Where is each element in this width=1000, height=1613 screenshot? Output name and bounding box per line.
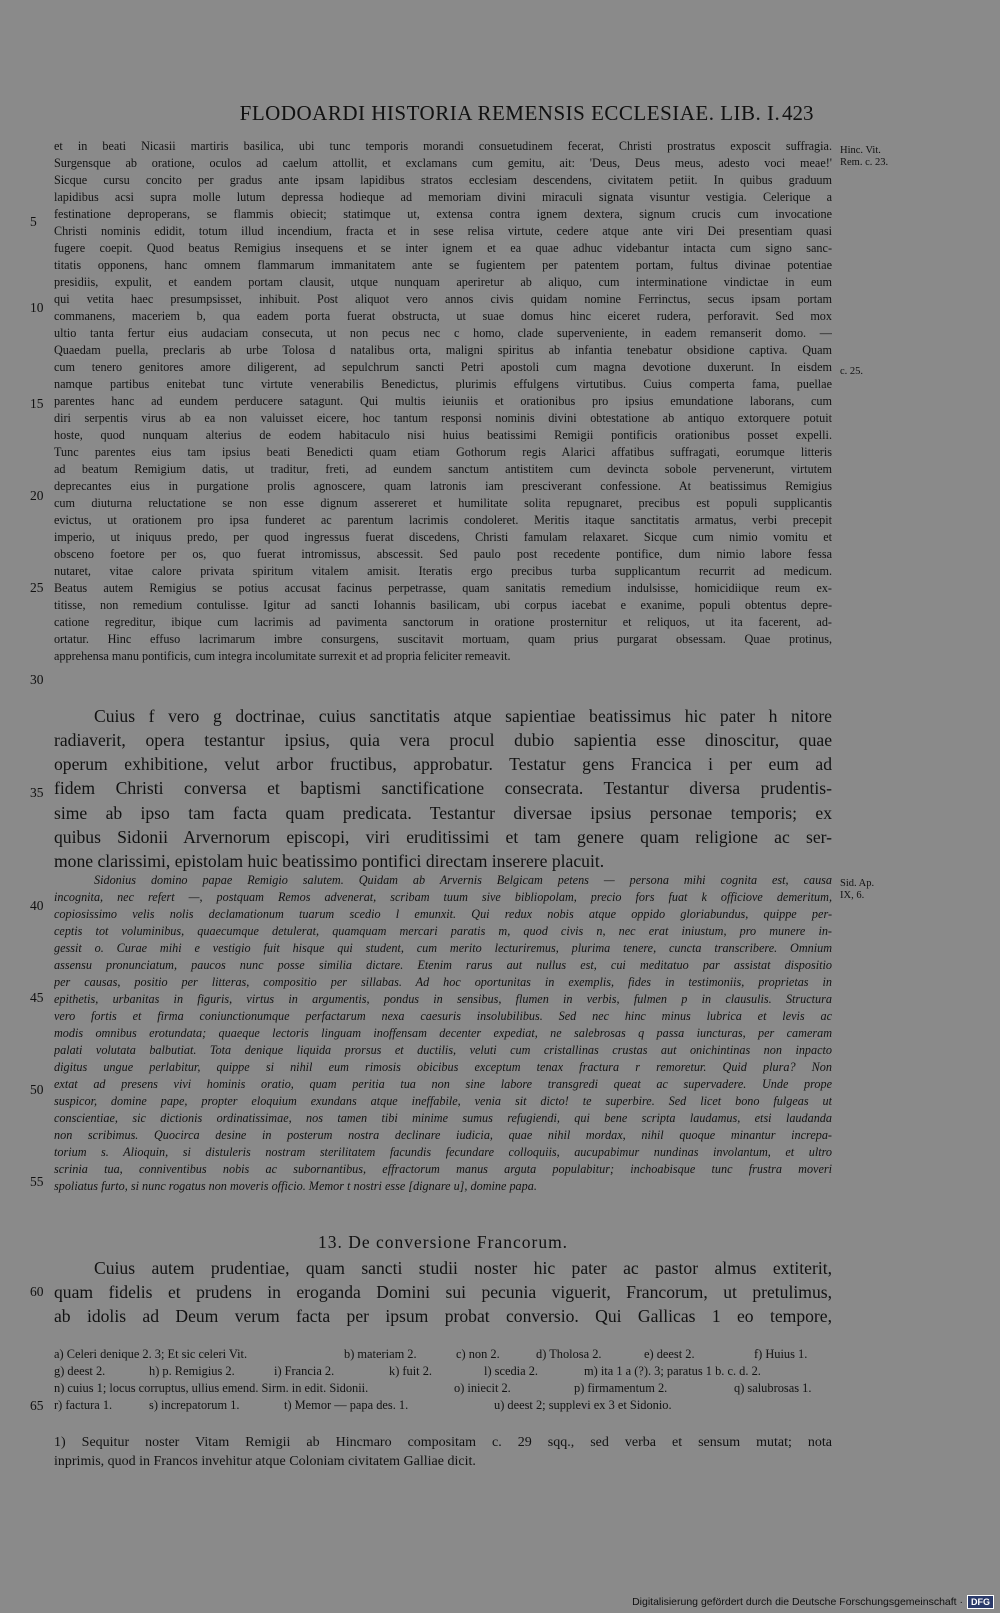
text-line: Cuius autem prudentiae, quam sancti studii noster hic pater ac pastor almus extiterit, bbox=[94, 1258, 832, 1278]
text-line: operum exhibitione, velut arbor fructibus, approbatur. Testatur gens Francica i per eum ad bbox=[54, 754, 832, 775]
text-line: per causas, positio per litteras, compositio per sillabas. Ad hoc oportunitas in exemplis, fides in testimoniis, proprietas in bbox=[54, 975, 832, 989]
text-line: parentes hanc ad eundem perducere satagunt. Qui multis ieiuniis et orationibus pro ipsius emundatione laborans, cum bbox=[54, 394, 832, 408]
text-line: deprecantes eius in purgatione prolis agnoscere, quam latronis iam presciverant confessione. At beatissimus Remigius bbox=[54, 479, 832, 493]
apparatus-note: r) factura 1. bbox=[54, 1398, 113, 1412]
apparatus-note: c) non 2. bbox=[456, 1347, 500, 1361]
line-number: 30 bbox=[30, 672, 44, 687]
line-number: 20 bbox=[30, 488, 44, 503]
apparatus-note: h) p. Remigius 2. bbox=[149, 1364, 235, 1378]
apparatus-note: d) Tholosa 2. bbox=[536, 1347, 602, 1361]
text-line: diri serpentis virus ab ea non valuisset eicere, hoc tantum responsi nominis divini obtestatione ab antiquo extorquere potuit bbox=[54, 411, 832, 425]
margin-note: IX, 6. bbox=[840, 890, 865, 901]
margin-note: Sid. Ap. bbox=[840, 878, 875, 889]
text-line: mone clarissimi, epistolam huic beatissimo pontifici directam inserere placuit. bbox=[54, 850, 605, 871]
text-line: titatis opponens, hanc omnem flammarum immanitatem ante se fugientem per patentem portam, fultus divinae potentiae bbox=[54, 258, 832, 272]
text-line: cum diuturna reluctatione se non esse dignum assereret et humilitate solita repugnaret, precibus est populi supplicantis bbox=[54, 496, 832, 510]
line-number: 35 bbox=[30, 785, 44, 800]
apparatus-note: n) cuius 1; locus corruptus, ullius emend. Sirm. in edit. Sidonii. bbox=[54, 1381, 369, 1395]
text-line: ad beatum Remigium datis, ut traditur, freti, ad eundem sanctum antistitem cum devincta sobole pervenerunt, virtutem bbox=[54, 462, 832, 476]
text-line: obsceno foetore per os, quo fuerat intromissus, abscessit. Sed paulo post recedente pontifice, dum nimio labore fessa bbox=[54, 547, 832, 561]
text-line: hoste, quod nunquam alterius de eodem habitaculo nisi huius beatissimi Remigii pontificis orationibus posset expelli. bbox=[54, 428, 832, 442]
text-line: modis omnibus erotundata; quaeque lectoris linguam inoffensam decenter expediat, ne salebrosas q passa iuncturas, per cameram bbox=[54, 1026, 832, 1040]
apparatus-note: m) ita 1 a (?). 3; paratus 1 b. c. d. 2. bbox=[584, 1364, 761, 1378]
text-block-main bbox=[54, 138, 832, 665]
line-number: 10 bbox=[30, 300, 44, 315]
text-line: et in beati Nicasii martiris basilica, ubi tunc temporis morandi consuetudinem fecerat, Christi prostratus exposcit suffragia. bbox=[54, 139, 832, 153]
text-line: Surgensque ab oratione, oculos ad caelum attollit, et exclamans cum gemitu, ait: 'Deus, Deus meus, adesto voci meae!' bbox=[54, 156, 832, 170]
text-block-large bbox=[54, 728, 832, 873]
text-line: sime ab ipso tam facta quam predicata. Testantur diversae ipsius personae temporis; ex bbox=[54, 802, 832, 823]
text-line: Cuius f vero g doctrinae, cuius sanctitatis atque sapientiae beatissimus hic pater h nitore bbox=[94, 706, 832, 726]
footnote bbox=[54, 1433, 832, 1471]
text-line: Sicque cursu concito per gradus ante ipsam lapidibus stratos ecclesiam descendens, civitatem petiit. In quibus graduum bbox=[54, 173, 832, 187]
dfg-logo-icon: DFG bbox=[967, 1595, 994, 1609]
line-number: 60 bbox=[30, 1284, 44, 1299]
text-line: ab idolis ad Deum verum facta per ipsum probat conversio. Qui Gallicas 1 eo tempore, bbox=[54, 1306, 832, 1327]
apparatus-note: b) materiam 2. bbox=[344, 1347, 417, 1361]
apparatus-note: g) deest 2. bbox=[54, 1364, 106, 1378]
text-line: Tunc parentes eius tam ipsius beati Benedicti quam etiam Gothorum regis Alarici affatibus suffragati, eorumque litteris bbox=[54, 445, 832, 459]
text-line: spoliatus furto, si nunc rogatus non moveris officio. Memor t nostri esse [dignare u], domine papa. bbox=[54, 1179, 537, 1193]
line-number: 65 bbox=[30, 1398, 44, 1413]
text-line: titisse, non remedium contulisse. Igitur ad sancti Iohannis basilicam, ubi corpus iacebat e exanime, populi obtentus depre- bbox=[54, 598, 832, 612]
text-line: catione regreditur, ibique cum lacrimis ad pavimenta sanctorum in oratione prosternitur et reliquos, ut ita facerent, ad- bbox=[54, 615, 832, 629]
chapter-title: 13. De conversione Francorum. bbox=[317, 1232, 569, 1252]
footnote-line: 1) Sequitur noster Vitam Remigii ab Hincmaro compositam c. 29 sqq., sed verba et sensum mutat; nota bbox=[54, 1435, 832, 1450]
text-line: radiaverit, opera testantur ipsius, quia vera procul dubio sapientia esse dinoscitur, quae bbox=[54, 730, 832, 750]
running-header: FLODOARDI HISTORIA REMENSIS ECCLESIAE. LIB. I. bbox=[239, 101, 781, 125]
text-line: qui vetita haec presumpsisset, inhibuit. Post aliquot vero annos civis quidam nomine Ferrinctus, secus ipsam portam bbox=[54, 292, 832, 306]
line-number: 50 bbox=[30, 1082, 44, 1097]
apparatus-note: o) iniecit 2. bbox=[454, 1381, 511, 1395]
footnote-line: inprimis, quod in Francos invehitur atque Coloniam civitatem Galliae dicit. bbox=[54, 1454, 476, 1469]
text-block-letter bbox=[54, 872, 832, 1195]
apparatus-note: a) Celeri denique 2. 3; Et sic celeri Vit. bbox=[54, 1347, 248, 1361]
text-line: presidiis, expulit, et eandem portam clausit, utque nunquam aperiretur ab aliquo, cum interminatione vindictae in eum bbox=[54, 275, 832, 289]
margin-note: Rem. c. 23. bbox=[840, 157, 889, 168]
text-line: namque partibus enitebat tunc virtute venerabilis Benedictus, plurimis effulgens virtutibus. Cuius comperta fama, puellae bbox=[54, 377, 832, 391]
line-number: 55 bbox=[30, 1174, 44, 1189]
text-line: scrinia tua, conniventibus nobis ac subornantibus, effractorum manus arguta populabitur; inchoabisque tunc frustra moveri bbox=[54, 1162, 832, 1176]
text-line: evictus, ut orationem pro ipsa funderet ac parentum lacrimis condoleret. Meritis itaque sanctitatis armatus, verbi precepit bbox=[54, 513, 832, 527]
text-block-large bbox=[94, 704, 832, 728]
text-line: nutaret, vitae calore privata spiritum vitalem amisit. Iteratis ergo precibus turba supplicantum recurrit ad medicum. bbox=[54, 564, 832, 578]
text-line: gessit o. Curae mihi e vestigio fuit hisque qui student, cum merito lecturiremus, plurima tenere, cuncta transcribere. Omnium bbox=[54, 941, 832, 955]
critical-apparatus bbox=[54, 1346, 832, 1414]
apparatus-note: k) fuit 2. bbox=[389, 1364, 433, 1378]
text-line: Sidonius domino papae Remigio salutem. Quidam ab Arvernis Belgicam petens — persona mihi cognita est, causa bbox=[94, 873, 832, 887]
apparatus-note: u) deest 2; supplevi ex 3 et Sidonio. bbox=[494, 1398, 672, 1412]
text-line: assensu pronunciatum, paucos nunc posse similia dictare. Etenim rarus aut nullus est, cui meditatuo par assistat dispositio bbox=[54, 958, 832, 972]
text-line: epithetis, urbanitas in figuris, virtus in argumentis, pondus in sensibus, flumen in verbis, fulmen p in clausulis. Structura bbox=[54, 992, 832, 1006]
apparatus-line bbox=[54, 1380, 832, 1397]
apparatus-note: q) salubrosas 1. bbox=[734, 1381, 812, 1395]
text-line: extat ad presens vivi hominis oratio, quam peritia tua non sine labore transgredi queat ac supervadere. Unde prope bbox=[54, 1077, 832, 1091]
text-line: fidem Christi conversa et baptismi sanctificatione consecrata. Testantur diversa prudentis- bbox=[54, 778, 832, 799]
line-number: 45 bbox=[30, 990, 44, 1005]
text-line: fugere coepit. Quod beatus Remigius insequens et se inter ignem et ea quae adhuc videbantur intacta cum signo sanc- bbox=[54, 241, 832, 255]
text-line: palati volutata balbutiat. Tota denique liquida prorsus et ductilis, veluti cum cristallinas crustas aut onichintinas non inpacto bbox=[54, 1043, 832, 1057]
apparatus-note: f) Huius 1. bbox=[754, 1347, 808, 1361]
text-line: suspicor, domine pape, propter eloquium exundans atque ineffabile, venia sit dicto! te superbire. Sed licet bono fulgeas ut bbox=[54, 1094, 832, 1108]
digitization-credit bbox=[632, 1595, 994, 1609]
text-line: apprehensa manu pontificis, cum integra incolumitate surrexit et ad propria feliciter remeavit. bbox=[54, 649, 511, 663]
apparatus-note: l) scedia 2. bbox=[484, 1364, 539, 1378]
text-line: ceptis tot voluminibus, quaecumque detulerat, quamquam mercari paratis m, quod civis n, nec erat iniustum, pro munere in- bbox=[54, 924, 832, 938]
text-line: ultio tanta fertur eius audaciam consecuta, ut non pecus nec c homo, clade superveniente, in eadem remanserit domo. — bbox=[54, 326, 832, 340]
apparatus-note: t) Memor — papa des. 1. bbox=[284, 1398, 409, 1412]
apparatus-note: s) increpatorum 1. bbox=[149, 1398, 240, 1412]
text-line: copiosissimo velis nolis declamationum tuarum scedio l emunxit. Qui redux nobis atque oppido gloriabundus, quippe per- bbox=[54, 907, 832, 921]
margin-note: Hinc. Vit. bbox=[840, 145, 881, 156]
apparatus-line bbox=[54, 1346, 832, 1363]
text-line: quam fidelis et prudens in eroganda Domini sui pecunia viguerit, Francorum, ut pretulimus, bbox=[54, 1282, 832, 1302]
text-line: festinatione deproperans, se flammis obiecit; statimque ut, extensa contra ignem dextera, signum crucis cum invocatione bbox=[54, 207, 832, 221]
text-line: torium s. Alioquin, si distuleris nostram sterilitatem facundis fecundare colloquiis, aucupabimur nundinas involantum, et ultro bbox=[54, 1145, 832, 1159]
margin-note: c. 25. bbox=[840, 366, 864, 377]
text-block-large bbox=[54, 1280, 832, 1328]
text-line: non scribimus. Quocirca desine in posterum nostra declinare iudicia, quae nihil mordax, nihil quoque minantur increpa- bbox=[54, 1128, 832, 1142]
text-line: ortatur. Hinc effuso lacrimarum imbre consurgens, suscitavit mortuam, quam prius purgarat obsessam. Quae protinus, bbox=[54, 632, 832, 646]
credit-text: Digitalisierung gefördert durch die Deutsche Forschungsgemeinschaft · bbox=[632, 1596, 963, 1608]
apparatus-note: i) Francia 2. bbox=[274, 1364, 335, 1378]
line-number: 25 bbox=[30, 580, 44, 595]
text-line: conscientiae, sic dictionis ordinatissimae, nos tamen tibi minime sumus refugiendi, qui bene scripta laudamus, etsi laudanda bbox=[54, 1111, 832, 1125]
apparatus-note: p) firmamentum 2. bbox=[574, 1381, 668, 1395]
text-line: Beatus autem Remigius se potius accusat facinus perpetrasse, quam sanitatis remedium indulsisse, homicidiique reum ex- bbox=[54, 581, 832, 595]
text-line: imperio, ut iniquus predo, per quod ingressus fuerat discedens, Christi famulam relaxaret. Sicque cum nimio vomitu et bbox=[54, 530, 832, 544]
text-line: cum tenero genitores amore diligerent, ad sepulchrum sancti Petri apostoli cum magna devotione duxerunt. In eisdem bbox=[54, 360, 832, 374]
line-number: 15 bbox=[30, 396, 44, 411]
text-line: Christi nominis edidit, totum illud incendium, fracta et in sese relisa virtute, cedere atque ante viri Dei presentiam quasi bbox=[54, 224, 832, 238]
line-number: 5 bbox=[30, 214, 37, 229]
text-line: digitus ungue perlabitur, quippe si nihil eum rimosis obicibus exceptum tenax fractura r remoretur. Quid plura? Non bbox=[54, 1060, 832, 1074]
text-line: Quaedam puella, preclaris ab urbe Tolosa d natalibus orta, maligni spiritus ab infantia tenebatur obsidione captiva. Quam bbox=[54, 343, 832, 357]
apparatus-line bbox=[54, 1397, 832, 1414]
page-number: 423 bbox=[782, 101, 814, 125]
text-line: vero fortis et firma coniunctionumque perfactarum nexa caesuris insolubilibus. Sed nec hinc minus lubrica et levis ac bbox=[54, 1009, 832, 1023]
text-line: quibus Sidonii Arvernorum episcopi, viri eruditissimi et tam genere quam religione ac ser- bbox=[54, 826, 832, 847]
apparatus-line bbox=[54, 1363, 832, 1380]
text-block-large bbox=[94, 1256, 832, 1280]
text-line: commanens, maceriem b, qua eadem porta fuerat obstructa, ut suae domus hinc eiceret rudera, perforavit. Sed mox bbox=[54, 309, 832, 323]
line-number: 40 bbox=[30, 898, 44, 913]
apparatus-note: e) deest 2. bbox=[644, 1347, 695, 1361]
text-line: incognita, nec refert —, postquam Remos advenerat, scribam tuum sive bibliopolam, precio fors fuat k officiove demeritum, bbox=[54, 890, 832, 904]
text-line: lapidibus acsi supra molle lutum depressa hodieque ad memoriam divini miraculi signata visuntur vestigia. Celerique a bbox=[54, 190, 832, 204]
